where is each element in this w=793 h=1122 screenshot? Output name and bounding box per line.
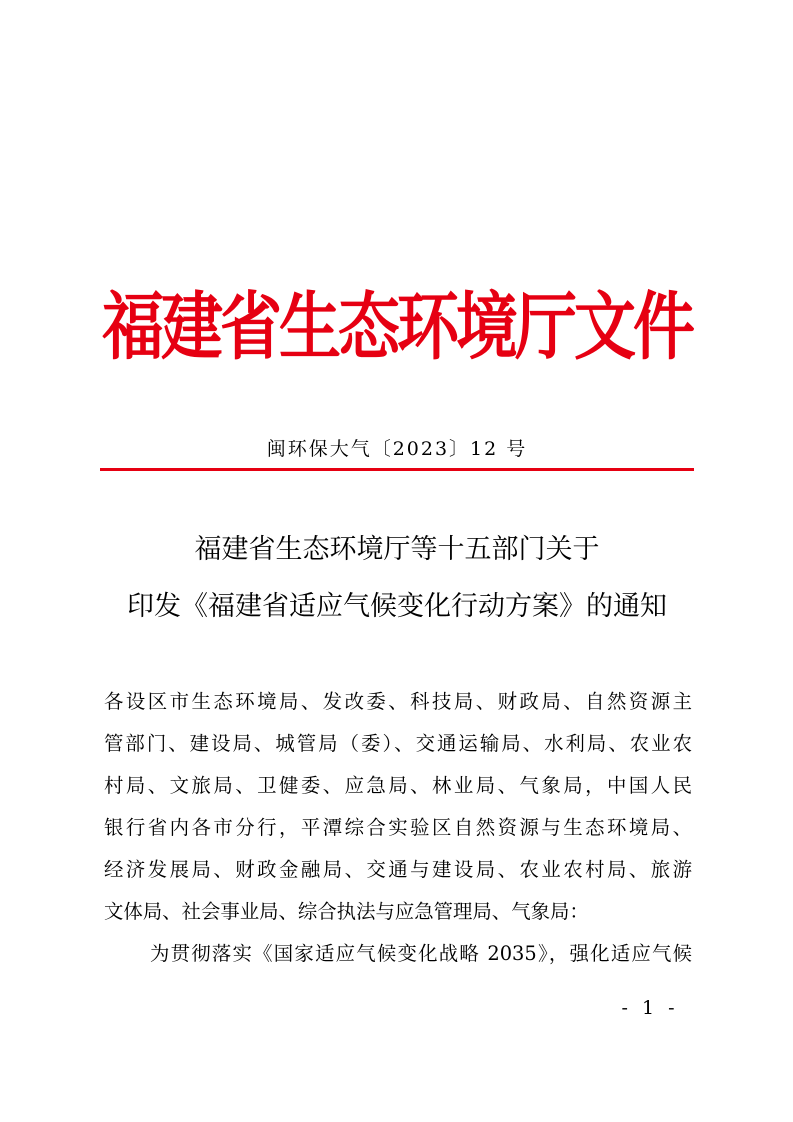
addressee-line-2: 管部门、建设局、城管局（委）、交通运输局、水利局、农业农	[104, 732, 692, 755]
addressee-line-6: 文体局、社会事业局、综合执法与应急管理局、气象局：	[104, 900, 589, 923]
addressee-line-5: 经济发展局、财政金融局、交通与建设局、农业农村局、旅游	[104, 858, 692, 881]
addressee-line-3: 村局、文旅局、卫健委、应急局、林业局、气象局，中国人民	[104, 774, 692, 797]
document-number: 闽环保大气〔2023〕12 号	[266, 438, 528, 460]
document-masthead: 福建省生态环境厅文件	[101, 283, 692, 370]
notice-title-line-1: 福建省生态环境厅等十五部门关于	[194, 534, 600, 565]
notice-title-line-2: 印发《福建省适应气候变化行动方案》的通知	[127, 591, 667, 622]
red-separator-line	[100, 468, 694, 471]
addressee-line-4: 银行省内各市分行，平潭综合实验区自然资源与生态环境局、	[104, 816, 692, 839]
addressee-line-1: 各设区市生态环境局、发改委、科技局、财政局、自然资源主	[104, 690, 692, 713]
page-number: - 1 -	[621, 997, 679, 1019]
body-paragraph-start: 为贯彻落实《国家适应气候变化战略 2035》，强化适应气候	[150, 942, 692, 965]
